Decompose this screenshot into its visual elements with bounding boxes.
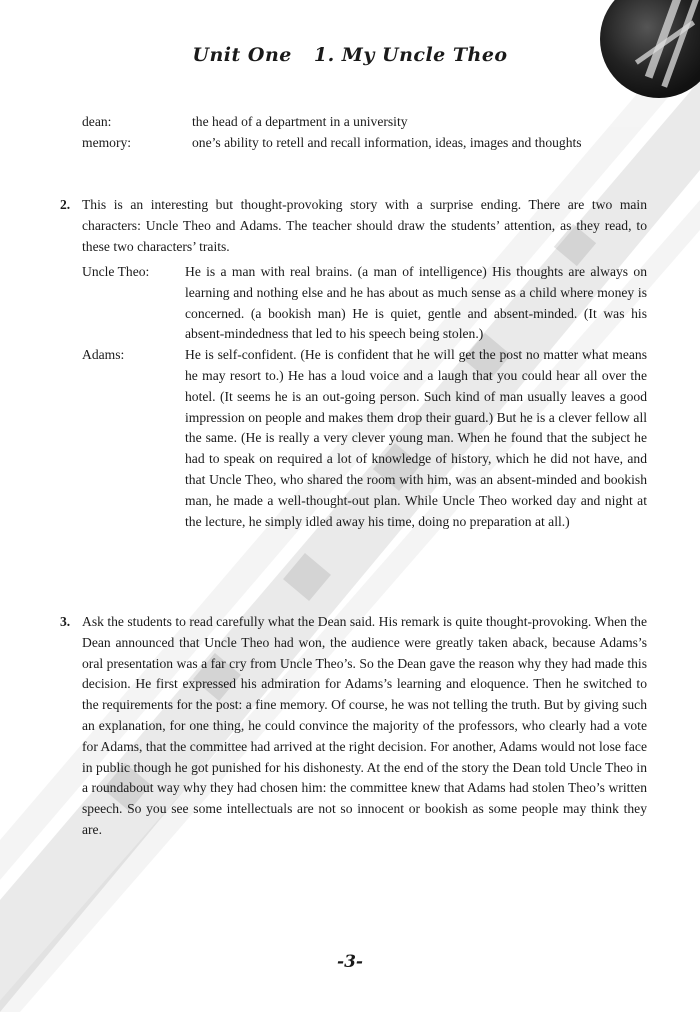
definition-desc: the head of a department in a university (192, 114, 408, 129)
section-3 (60, 612, 647, 841)
section-number: 3. (60, 614, 71, 629)
page-number: -3- (337, 952, 363, 972)
character-name: Uncle Theo: (82, 264, 150, 279)
character-desc: He is a man with real brains. (a man of intelligence) His thoughts are always on learning and nothing else and he has about as much sense as a child where money is concerned. (a bookish man) He is quiet, gentle and absent-minded. (It was his absent-mindedness that led to his speech being stolen.) (185, 264, 647, 342)
definition-desc: one’s ability to retell and recall information, ideas, images and thoughts (192, 134, 582, 150)
section-text: This is an interesting but thought-provoking story with a surprise ending. There are two main characters: Uncle Theo and Adams. The teacher should draw the students’ attention, as they read, to these two characters’ traits. (82, 197, 647, 254)
definition-item (82, 133, 647, 154)
lesson-title: 1. My Uncle Theo (313, 44, 508, 66)
unit-title: Unit One (192, 44, 292, 66)
character-name: Adams: (82, 347, 125, 363)
character-traits (82, 262, 647, 532)
section-text: Ask the students to read carefully what the Dean said. His remark is quite thought-provoking. When the Dean announced that Uncle Theo had won, the audience were greatly taken aback, because Adams’s oral presentation was a far cry from Uncle Theo’s. So the Dean gave the reason why they had made this decision. He first expressed his admiration for Adams’s learning and eloquence. Then he switched to the requirements for the post: a fine memory. Of course, he was not telling the truth. But by giving such an explanation, for one thing, he could convince the majority of the professors, who clearly had a vote for Adams, that the committee had arrived at the right decision. For another, Adams would not lose face in public though he got punished for his dishonesty. At the end of the story the Dean told Uncle Theo in a roundabout way why they had chosen him: the committee knew that Adams had stolen Theo’s written speech. So you see some intellectuals are not so innocent or bookish as some people may think they are. (82, 614, 647, 837)
definition-list (82, 112, 647, 154)
character-desc: He is self-confident. (He is confident that he will get the post no matter what means he may resort to.) He has a loud voice and a laugh that you could hear all over the hotel. (It seems he is an out-going person. Such kind of man usually leaves a good impression on people and makes them drop their guard.) But he is a clever fellow all the same. (He is really a very clever young man. When he found that the subject he had to speak on required a lot of knowledge of history, which he did not have, and that Uncle Theo, who shared the room with him, was an absent-minded and bookish man, he made a well-thought-out plan. While Uncle Theo worked day and night at the lecture, he simply idled away his time, doing no preparation at all.) (185, 347, 647, 529)
section-number: 2. (60, 197, 71, 212)
section-2 (60, 195, 647, 257)
definition-item (82, 112, 647, 133)
definition-term: memory: (82, 134, 132, 150)
trait-adams (82, 345, 647, 532)
running-header (0, 44, 700, 66)
trait-uncle-theo (82, 262, 647, 345)
definition-term: dean: (82, 114, 112, 129)
